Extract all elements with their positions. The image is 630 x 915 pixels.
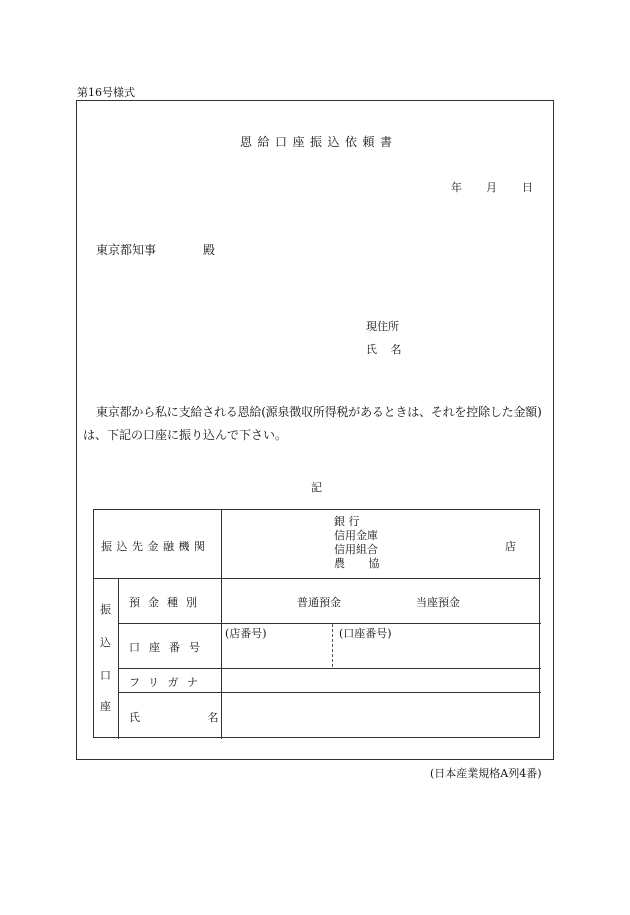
deposit-type-label: 預金種別 [129,596,205,609]
institution-type-shinkin: 信用金庫 [334,529,378,542]
ki-heading: 記 [311,481,322,494]
addressee-honorific: 殿 [203,243,216,257]
institution-type-nokyo: 農 協 [334,557,380,570]
holder-name-label: 氏 名 [129,711,219,724]
branch-number-field[interactable]: (店番号) [225,627,267,640]
institution-type-shinkumi: 信用組合 [334,543,378,556]
deposit-option-ordinary[interactable]: 普通預金 [297,596,341,609]
account-group-char-1: 振 [100,603,111,616]
account-number-label: 口座番号 [129,641,209,654]
account-number-field[interactable]: (口座番号) [339,627,392,640]
holder-name-field[interactable] [222,693,540,737]
paper-size-note: (日本産業規格A列4番) [430,767,542,780]
form-title: 恩給口座振込依頼書 [240,135,398,149]
account-table [93,509,540,738]
deposit-option-current[interactable]: 当座預金 [416,596,460,609]
branch-label: 店 [505,540,516,553]
addressee-name: 東京都知事 [96,243,157,257]
request-text-line1: 東京都から私に支給される恩給(源泉徴収所得税があるときは、それを控除した金額) [96,405,542,419]
date-month: 月 [486,181,497,194]
address-label: 現住所 [366,320,399,333]
account-group-char-4: 座 [100,700,111,713]
furigana-field[interactable] [222,669,540,691]
account-group-char-3: 口 [100,669,111,682]
institution-label: 振込先金融機関 [101,540,210,553]
furigana-label: フリガナ [129,676,207,689]
name-label: 氏 名 [366,343,402,356]
request-text-line2: は、下記の口座に振り込んで下さい。 [83,428,288,442]
date-year: 年 [451,181,462,194]
form-number: 第16号様式 [77,86,135,99]
account-group-char-2: 込 [100,636,111,649]
institution-type-bank: 銀 行 [334,515,360,528]
date-day: 日 [522,181,533,194]
